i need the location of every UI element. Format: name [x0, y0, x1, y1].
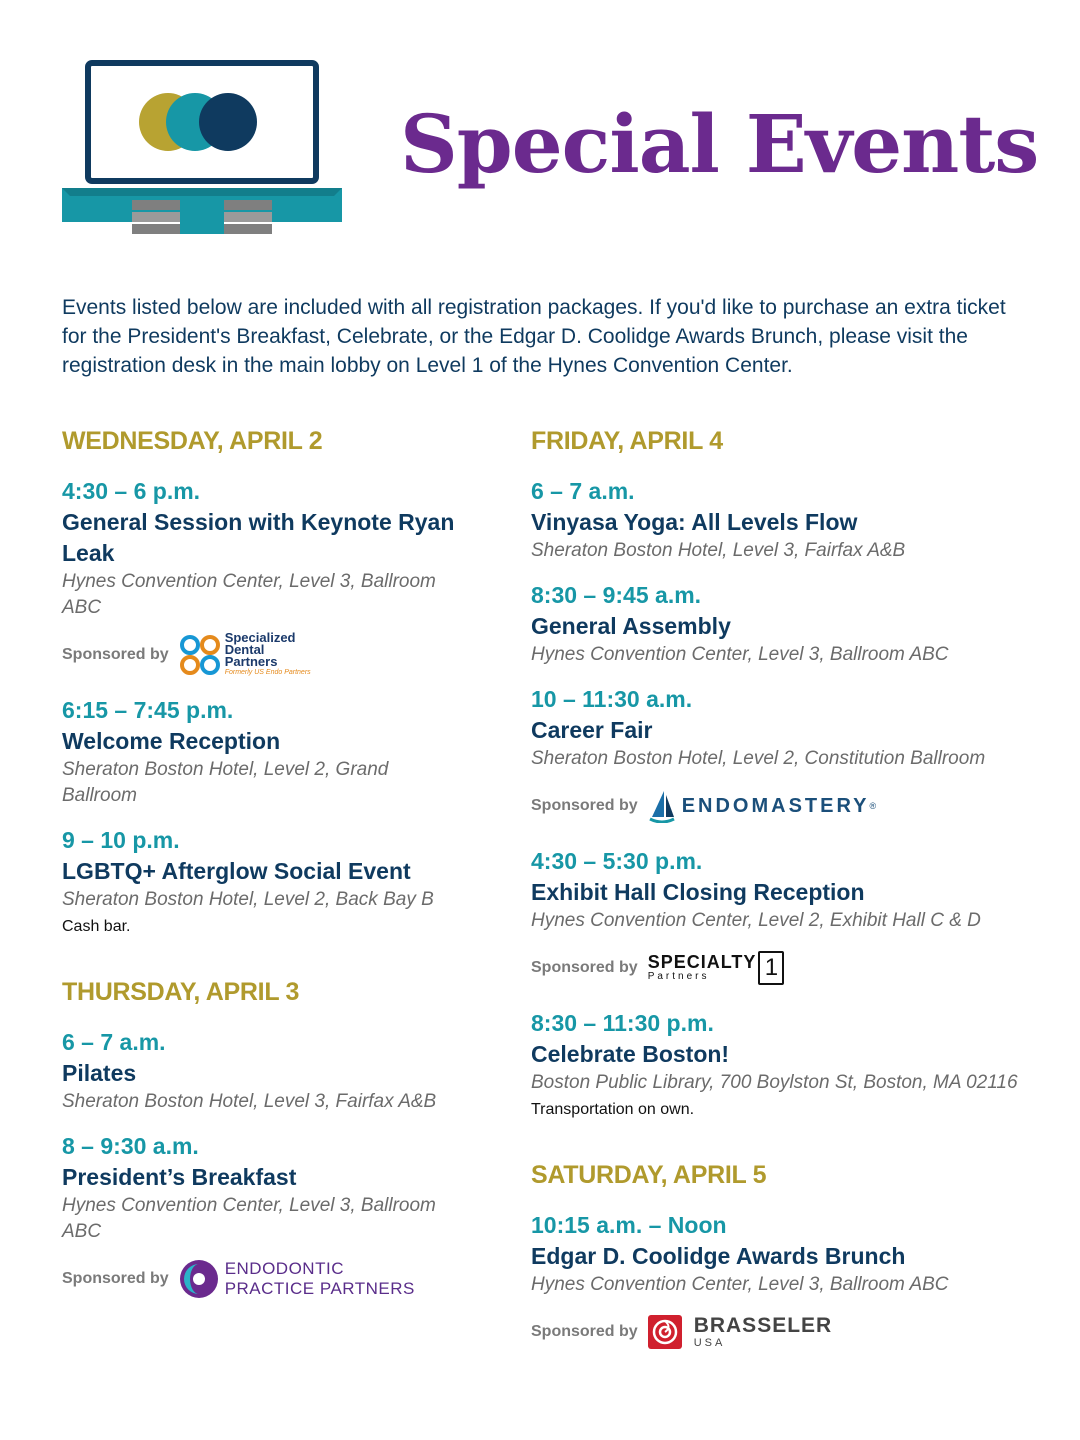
- page-title: Special Events: [400, 97, 1039, 191]
- sponsor-label: Sponsored by: [531, 959, 638, 976]
- event-item: [531, 1210, 1031, 1356]
- sponsor-label: Sponsored by: [62, 1270, 169, 1287]
- navy-circle-icon: [199, 93, 257, 151]
- specialty-wordmark: SPECIALTY: [647, 952, 757, 972]
- sdp-line-2: Dental: [224, 642, 265, 657]
- sponsor-label: Sponsored by: [531, 797, 638, 814]
- event-item: [62, 1027, 457, 1115]
- endomastery-wordmark: ENDOMASTERY: [681, 794, 870, 817]
- event-name: Celebrate Boston!: [531, 1041, 730, 1067]
- day-heading: THURSDAY, APRIL 3: [62, 978, 300, 1006]
- event-time: 4:30 – 5:30 p.m.: [531, 848, 703, 874]
- intro-paragraph: Events listed below are included with all registration packages. If you'd like to purchase an extra ticket for the President's Breakfast, Celebrate, or the Edgar D. Coolidge Awards Brunch, please visit the registration desk in the main lobby on Level 1 of the Hynes Convention Center.: [62, 296, 1006, 377]
- event-item: [62, 1131, 457, 1303]
- event-time: 10:15 a.m. – Noon: [531, 1212, 727, 1238]
- event-location: Sheraton Boston Hotel, Level 2, Back Bay B: [62, 889, 434, 910]
- event-time: 8:30 – 9:45 a.m.: [531, 582, 702, 608]
- schedule-column-left: [62, 424, 457, 1303]
- event-item: [531, 1008, 1031, 1122]
- event-note: Transportation on own.: [531, 1101, 695, 1118]
- specialty1-logo: [648, 951, 785, 985]
- sdp-line-3: Partners: [224, 654, 278, 669]
- event-sponsor: [531, 782, 1031, 830]
- event-name: President’s Breakfast: [62, 1164, 297, 1190]
- specialized-dental-partners-logo: [179, 632, 311, 678]
- event-location: Hynes Convention Center, Level 3, Ballroom ABC: [531, 1274, 949, 1295]
- epp-emblem-icon: [179, 1259, 219, 1299]
- event-sponsor: [531, 1308, 1031, 1356]
- day-heading: SATURDAY, APRIL 5: [531, 1161, 767, 1189]
- event-name: Vinyasa Yoga: All Levels Flow: [531, 509, 858, 535]
- event-time: 10 – 11:30 a.m.: [531, 686, 693, 712]
- event-location: Hynes Convention Center, Level 3, Ballroom ABC: [62, 571, 436, 618]
- event-name: General Assembly: [531, 613, 731, 639]
- day-heading: WEDNESDAY, APRIL 2: [62, 427, 323, 455]
- specialty-digit: 1: [758, 951, 784, 985]
- sdp-subtitle: Formerly US Endo Partners: [224, 669, 311, 676]
- day-section: [531, 424, 1031, 1122]
- event-time: 8:30 – 11:30 p.m.: [531, 1010, 714, 1036]
- event-name: Pilates: [62, 1060, 137, 1086]
- event-name: LGBTQ+ Afterglow Social Event: [62, 858, 411, 884]
- specialty-subtitle: Partners: [647, 971, 710, 982]
- rose-icon: [648, 1315, 682, 1349]
- event-time: 6 – 7 a.m.: [62, 1029, 166, 1055]
- brasseler-subtitle: USA: [693, 1336, 726, 1349]
- epp-line-2: PRACTICE PARTNERS: [224, 1279, 415, 1298]
- sail-icon: [648, 789, 676, 823]
- event-name: Exhibit Hall Closing Reception: [531, 879, 865, 905]
- sdp-rings-icon: [179, 634, 221, 676]
- event-name: General Session with Keynote Ryan Leak: [62, 509, 455, 566]
- event-item: [531, 476, 1031, 564]
- event-name: Career Fair: [531, 717, 653, 743]
- event-location: Hynes Convention Center, Level 3, Ballroom ABC: [531, 644, 949, 665]
- event-location: Sheraton Boston Hotel, Level 3, Fairfax A&B: [62, 1091, 437, 1112]
- event-name: Edgar D. Coolidge Awards Brunch: [531, 1243, 906, 1269]
- schedule-column-right: [531, 424, 1031, 1356]
- event-location: Sheraton Boston Hotel, Level 3, Fairfax A&B: [531, 540, 906, 561]
- event-location: Sheraton Boston Hotel, Level 2, Grand Ballroom: [62, 759, 389, 806]
- event-time: 4:30 – 6 p.m.: [62, 478, 201, 504]
- event-item: [62, 825, 457, 939]
- event-location: Hynes Convention Center, Level 3, Ballroom ABC: [62, 1195, 436, 1242]
- event-time: 8 – 9:30 a.m.: [62, 1133, 199, 1159]
- sdp-line-1: Specialized: [224, 630, 296, 645]
- event-location: Boston Public Library, 700 Boylston St, Boston, MA 02116: [531, 1072, 1018, 1093]
- brasseler-logo: [648, 1315, 833, 1350]
- event-item: [62, 695, 457, 809]
- brasseler-wordmark: BRASSELER: [693, 1313, 833, 1337]
- event-note: Cash bar.: [62, 918, 131, 935]
- event-sponsor: [62, 631, 457, 679]
- day-heading: FRIDAY, APRIL 4: [531, 427, 723, 455]
- endomastery-logo: [648, 789, 876, 823]
- event-item: [531, 580, 1031, 668]
- event-time: 6 – 7 a.m.: [531, 478, 635, 504]
- event-time: 9 – 10 p.m.: [62, 827, 180, 853]
- monitor-illustration: [62, 60, 342, 242]
- event-item: [531, 846, 1031, 992]
- day-section: [531, 1158, 1031, 1356]
- event-sponsor: [62, 1255, 457, 1303]
- event-location: Sheraton Boston Hotel, Level 2, Constitution Ballroom: [531, 748, 986, 769]
- event-time: 6:15 – 7:45 p.m.: [62, 697, 234, 723]
- epp-line-1: ENDODONTIC: [224, 1259, 344, 1278]
- event-location: Hynes Convention Center, Level 2, Exhibit Hall C & D: [531, 910, 981, 931]
- endodontic-practice-partners-logo: [179, 1259, 415, 1299]
- event-name: Welcome Reception: [62, 728, 281, 754]
- day-section: [62, 424, 457, 939]
- event-sponsor: [531, 944, 1031, 992]
- event-item: [62, 476, 457, 679]
- event-item: [531, 684, 1031, 830]
- registered-mark: ®: [869, 801, 877, 811]
- day-section: [62, 975, 457, 1303]
- sponsor-label: Sponsored by: [62, 646, 169, 663]
- sponsor-label: Sponsored by: [531, 1323, 638, 1340]
